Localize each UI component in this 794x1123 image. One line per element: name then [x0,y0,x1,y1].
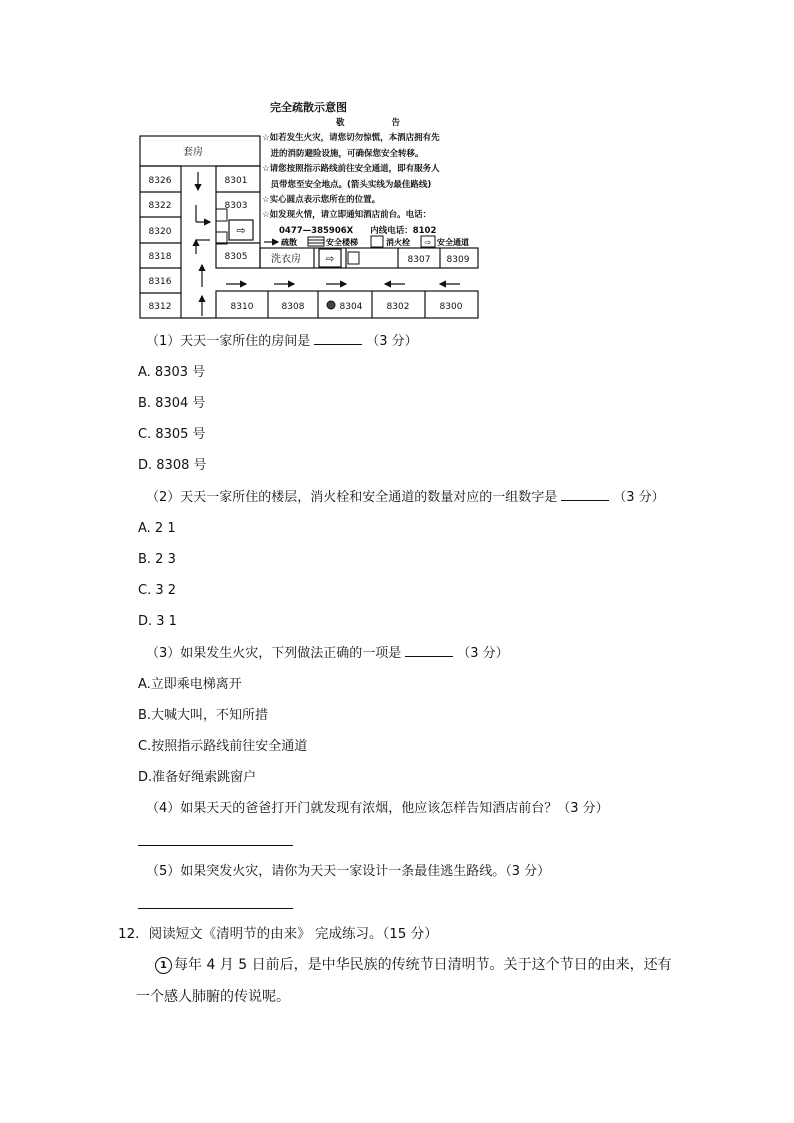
hydrant-icon [216,232,227,244]
room-8322: 8322 [148,201,172,211]
room-8304: 8304 [339,302,363,312]
room-laundry: 洗衣房 [271,254,301,265]
room-8300: 8300 [439,302,463,312]
room-suite: 套房 [183,147,203,158]
room-8308: 8308 [281,302,305,312]
option-b: B. 8304 号 [138,396,206,411]
notice-line: ☆请您按照指示路线前往安全通道，即有服务人 [262,164,440,175]
option-a: A. 2 1 [138,521,176,536]
notice-line: ☆如若发生火灾，请您切勿惊慌，本酒店拥有先 [262,133,440,144]
question-score: （3 分） [457,646,509,661]
answer-blank[interactable] [561,488,609,501]
option-b: B.大喊大叫，不知所措 [138,708,269,723]
option-d: D. 3 1 [138,614,177,629]
room-8303: 8303 [224,201,248,211]
notice-line: 0477—385906X 内线电话：8102 [262,225,437,236]
option-a: A. 8303 号 [138,365,206,380]
notice-heading: 敬 告 [335,118,410,128]
legend-stairs: 安全楼梯 [326,238,358,247]
room-8310: 8310 [230,302,254,312]
hydrant-icon [371,236,383,247]
hydrant-icon [348,252,359,264]
room-8312: 8312 [148,302,172,312]
answer-line[interactable] [138,908,293,909]
answer-blank[interactable] [314,332,362,345]
question-stem: （1）天天一家所住的房间是 [146,334,311,349]
room-8326: 8326 [148,176,172,186]
answer-line[interactable] [138,845,293,846]
paragraph-line: 一个感人肺腑的传说呢。 [136,989,290,1005]
question-score: （3 分） [366,334,418,349]
option-d: D. 8308 号 [138,458,207,473]
stairs-icon [308,237,324,246]
floor-plan [0,0,794,330]
paragraph-marker: 1 [155,957,172,974]
room-8305: 8305 [224,252,248,262]
question-stem: （3）如果发生火灾，下列做法正确的一项是 [146,646,402,661]
room-8307: 8307 [407,255,431,265]
question-score: （3 分） [613,490,665,505]
section-12-heading: 12．阅读短文《清明节的由来》 完成练习。（15 分） [118,926,438,942]
current-location-dot [327,301,335,309]
question-1 [146,332,418,352]
room-8316: 8316 [148,277,172,287]
paragraph-text: 每年 4 月 5 日前后，是中华民族的传统节日清明节。关于这个节日的由来，还有 [174,957,672,973]
question-3 [146,644,509,664]
room-8309: 8309 [446,255,470,265]
notice-line: 员带您至安全地点。(箭头实线为最佳路线) [262,179,432,190]
figure-title: 完全疏散示意图 [270,101,347,114]
notice-line: ☆如发现火情，请立即通知酒店前台。电话： [262,210,432,221]
option-c: C.按照指示路线前往安全通道 [138,739,308,754]
option-d: D.准备好绳索跳窗户 [138,770,257,785]
svg-text:⇨: ⇨ [424,238,432,247]
question-2 [146,488,665,508]
room-8320: 8320 [148,227,172,237]
option-a: A.立即乘电梯离开 [138,677,242,692]
svg-text:⇨: ⇨ [236,224,246,237]
svg-text:⇨: ⇨ [325,254,335,265]
question-5: （5）如果突发火灾，请你为天天一家设计一条最佳逃生路线。（3 分） [146,864,551,879]
notice-line: ☆实心圆点表示您所在的位置。 [262,195,381,206]
legend-exit: 安全通道 [437,238,469,247]
option-c: C. 8305 号 [138,427,206,442]
answer-blank[interactable] [405,644,453,657]
legend-hydrant: 消火栓 [386,238,410,247]
question-4: （4）如果天天的爸爸打开门就发现有浓烟，他应该怎样告知酒店前台？（3 分） [146,801,609,816]
room-8301: 8301 [224,176,248,186]
paragraph-line [155,955,672,975]
notice-line: 进的消防避险设施，可确保您安全转移。 [262,148,424,159]
room-8318: 8318 [148,252,172,262]
room-8302: 8302 [386,302,410,312]
legend-evacuate: 疏散 [281,238,297,247]
option-b: B. 2 3 [138,552,176,567]
question-stem: （2）天天一家所住的楼层，消火栓和安全通道的数量对应的一组数字是 [146,490,558,505]
option-c: C. 3 2 [138,583,177,598]
